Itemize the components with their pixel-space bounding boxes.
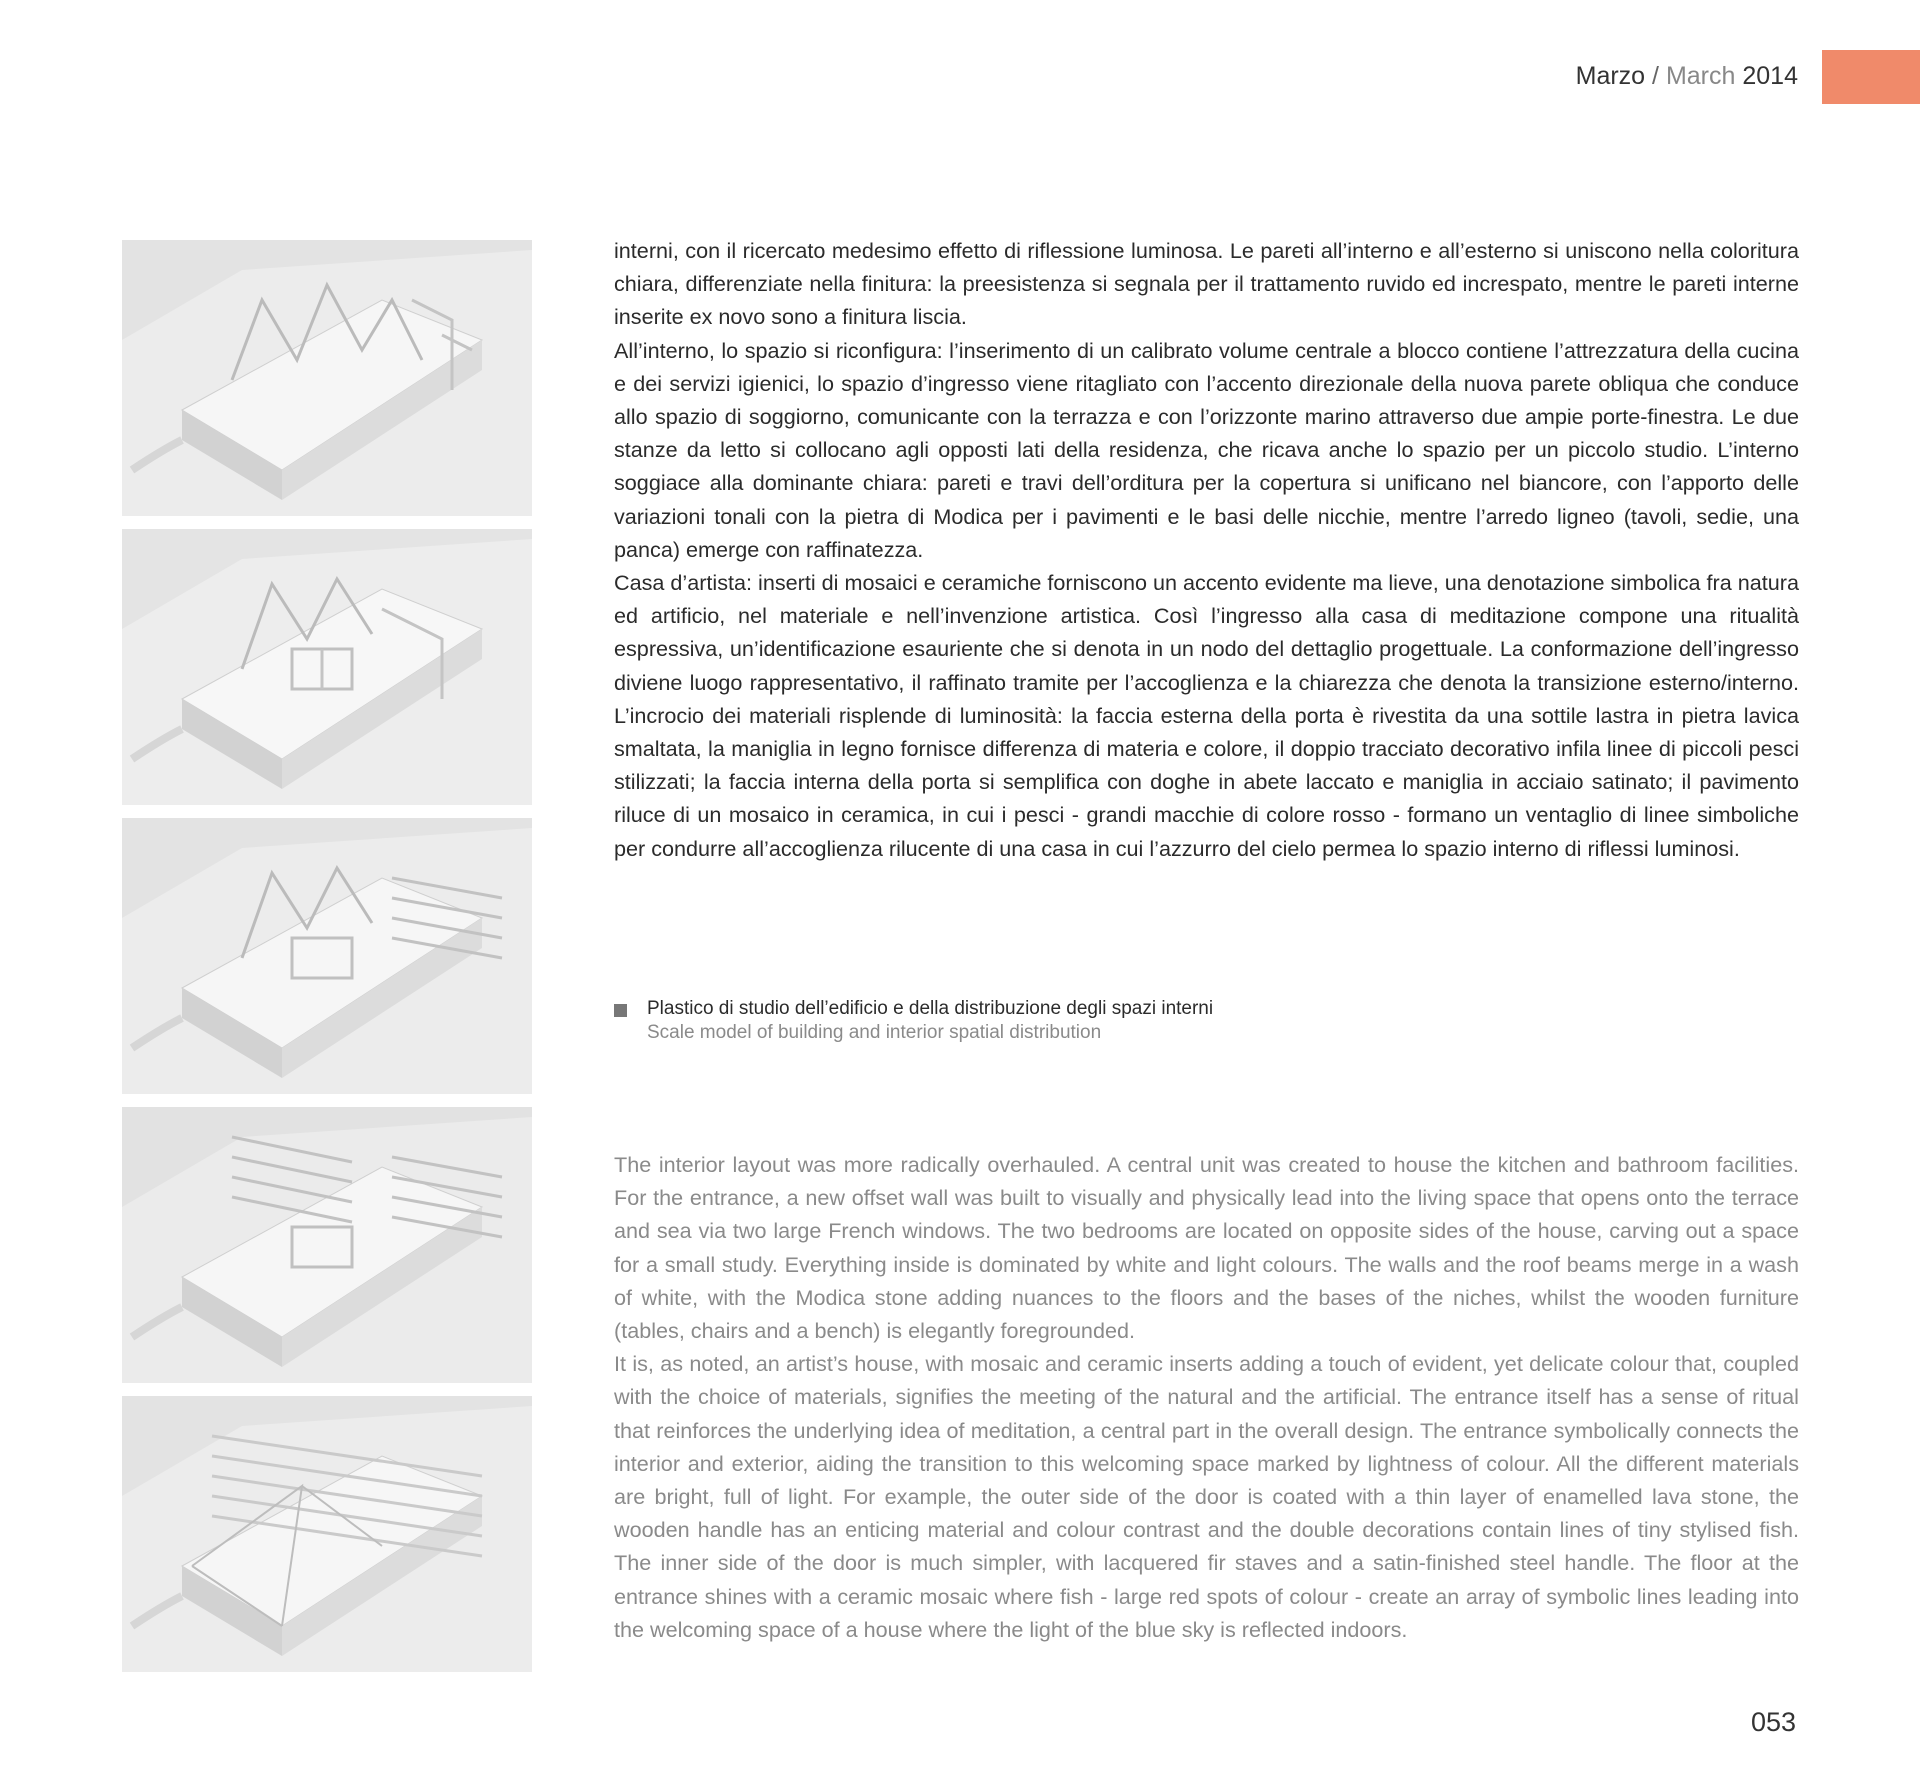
model-photo-3-graphic (122, 818, 532, 1094)
model-photo-2-graphic (122, 529, 532, 805)
caption-english: Scale model of building and interior spatial distribution (647, 1022, 1102, 1043)
header-separator: / (1652, 62, 1659, 90)
scale-model-photo-4 (122, 1107, 532, 1383)
scale-model-photo-2 (122, 529, 532, 805)
scale-model-photo-1 (122, 240, 532, 516)
scale-model-photo-5 (122, 1396, 532, 1672)
italian-paragraph-2: All’interno, lo spazio si riconfigura: l’inserimento di un calibrato volume centrale a blocco contiene l’attrezzatura della cucina e dei servizi igienici, lo spazio d’ingresso viene ritagliato con l’accento direzionale della nuova parete obliqua che conduce allo spazio di soggiorno, comunicante con la terrazza e con l’orizzonte marino attraverso due ampie porte-finestra. Le due stanze da letto si collocano agli opposti lati della residenza, che ricava anche lo spazio per un piccolo studio. L’interno soggiace alla dominante chiara: pareti e travi dell’orditura per la copertura si unificano nel biancore, con l’apporto delle variazioni tonali con la pietra di Modica per i pavimenti e le basi delle nicchie, mentre l’arredo ligneo (tavoli, sedie, una panca) emerge con raffinatezza. (614, 337, 1799, 562)
caption-italian: Plastico di studio dell’edificio e della distribuzione degli spazi interni (647, 998, 1214, 1019)
scale-model-photo-3 (122, 818, 532, 1094)
header-month-it: Marzo (1575, 62, 1646, 90)
header-month-en: March (1665, 62, 1736, 90)
running-header (1576, 60, 1798, 92)
english-body-text (614, 1148, 1799, 1646)
italian-body-text (614, 234, 1799, 865)
figure-caption (614, 997, 1514, 1045)
model-photo-5-graphic (122, 1396, 532, 1672)
model-photo-1-graphic (122, 240, 532, 516)
english-paragraph-2: It is, as noted, an artist’s house, with mosaic and ceramic inserts adding a touch of evident, yet delicate colour that, coupled with the choice of materials, signifies the meeting of the natural and the artificial. The entrance itself has a sense of ritual that reinforces the underlying idea of meditation, a central part in the overall design. The entrance symbolically connects the interior and exterior, aiding the transition to this welcoming space marked by lightness of colour. All the different materials are bright, full of light. For example, the outer side of the door is coated with a thin layer of enamelled lava stone, the wooden handle has an enticing material and colour contrast and the double decorations contain lines of tiny stylised fish. The inner side of the door is much simpler, with lacquered fir staves and a satin-finished steel handle. The floor at the entrance shines with a ceramic mosaic where fish - large red spots of colour - create an array of symbolic lines leading into the welcoming space of a house where the light of the blue sky is reflected indoors. (614, 1351, 1799, 1642)
page-number: 053 (1750, 1707, 1796, 1737)
italian-paragraph-3: Casa d’artista: inserti di mosaici e ceramiche forniscono un accento evidente ma lieve, una denotazione simbolica fra natura ed artificio, nel materiale e nell’invenzione artistica. Così l’ingresso alla casa di meditazione compone una ritualità espressiva, un’identificazione esauriente che si denota in un nodo del dettaglio progettuale. La conformazione dell’ingresso diviene luogo rappresentativo, il raffinato tramite per l’accoglienza e la chiarezza che denota la transizione esterno/interno. L’incrocio dei materiali risplende di luminosità: la faccia esterna della porta è rivestita da una sottile lastra in pietra lavica smaltata, la maniglia in legno fornisce differenza di materia e colore, il doppio tracciato decorativo infila linee di piccoli pesci stilizzati; la faccia interna della porta si semplifica con doghe in abete laccato e maniglia in acciaio satinato; il pavimento riluce di un mosaico in ceramica, in cui i pesci - grandi macchie di colore rosso - formano un ventaglio di linee simboliche per condurre all’accoglienza rilucente di una casa in cui l’azzurro del cielo permea lo spazio interno di riflessi luminosi. (614, 570, 1799, 861)
caption-bullet-icon (614, 1004, 627, 1017)
english-paragraph-1: The interior layout was more radically overhauled. A central unit was created to house the kitchen and bathroom facilities. For the entrance, a new offset wall was built to visually and physically lead into the living space that opens onto the terrace and sea via two large French windows. The two bedrooms are located on opposite sides of the house, carving out a space for a small study. Everything inside is dominated by white and light colours. The walls and the roof beams merge in a wash of white, with the Modica stone adding nuances to the floors and the bases of the niches, whilst the wooden furniture (tables, chairs and a bench) is elegantly foregrounded. (614, 1152, 1799, 1344)
header-year: 2014 (1742, 62, 1798, 90)
italian-paragraph-1: interni, con il ricercato medesimo effetto di riflessione luminosa. Le pareti all’interno e all’esterno si uniscono nella coloritura chiara, differenziate nella finitura: la preesistenza si segnala per il trattamento ruvido ed increspato, mentre le pareti interne inserite ex novo sono a finitura liscia. (614, 238, 1799, 330)
model-photo-4-graphic (122, 1107, 532, 1383)
accent-tab (1822, 50, 1920, 104)
